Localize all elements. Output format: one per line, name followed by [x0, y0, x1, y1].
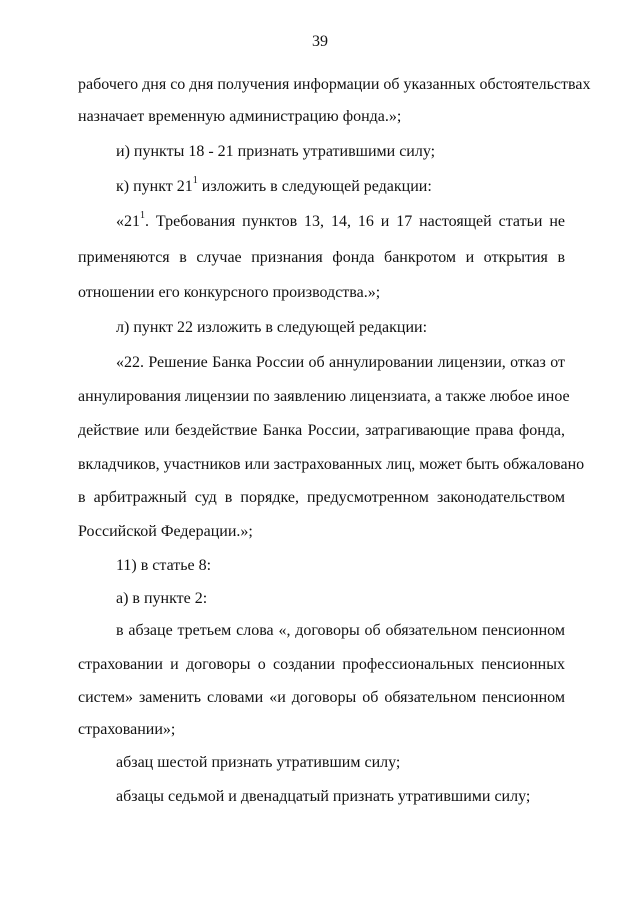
text-fragment: «21 [116, 213, 140, 230]
text-line: 11) в статье 8: [116, 557, 212, 574]
text-line [116, 209, 565, 232]
text-line: аннулирования лицензии по заявлению лицензиата, а также любое иное [78, 388, 570, 405]
text-line: систем» заменить словами «и договоры об обязательном пенсионном [78, 689, 565, 706]
text-line: применяются в случае признания фонда банкротом и открытия в [78, 249, 565, 266]
text-line: л) пункт 22 изложить в следующей редакции: [116, 319, 428, 336]
text-line: действие или бездействие Банка России, затрагивающие права фонда, [78, 422, 565, 439]
text-line: и) пункты 18 - 21 признать утратившими силу; [116, 143, 436, 160]
text-line: рабочего дня со дня получения информации об указанных обстоятельствах [78, 76, 591, 93]
text-line: в арбитражный суд в порядке, предусмотренном законодательством [78, 489, 565, 506]
text-line: отношении его конкурсного производства.»; [78, 284, 381, 301]
text-line: в абзаце третьем слова «, договоры об обязательном пенсионном [116, 622, 565, 639]
text-line: а) в пункте 2: [116, 590, 208, 607]
text-fragment: к) пункт 21 [116, 178, 193, 195]
text-line: абзацы седьмой и двенадцатый признать утратившими силу; [116, 788, 531, 805]
text-line: абзац шестой признать утратившим силу; [116, 754, 401, 771]
text-fragment: . Требования пунктов 13, 14, 16 и 17 настоящей статьи не [145, 213, 565, 230]
text-line: страховании»; [78, 721, 176, 738]
text-line [116, 174, 565, 197]
text-line: назначает временную администрацию фонда.»; [78, 108, 402, 125]
text-fragment: изложить в следующей редакции: [197, 178, 432, 195]
superscript: 1 [192, 174, 198, 186]
text-line: «22. Решение Банка России об аннулировании лицензии, отказ от [116, 354, 565, 371]
text-line: вкладчиков, участников или застрахованных лиц, может быть обжаловано [78, 456, 585, 473]
superscript: 1 [140, 209, 145, 221]
page-number: 39 [312, 33, 328, 50]
text-line: Российской Федерации.»; [78, 523, 253, 540]
text-line: страховании и договоры о создании профессиональных пенсионных [78, 656, 565, 673]
